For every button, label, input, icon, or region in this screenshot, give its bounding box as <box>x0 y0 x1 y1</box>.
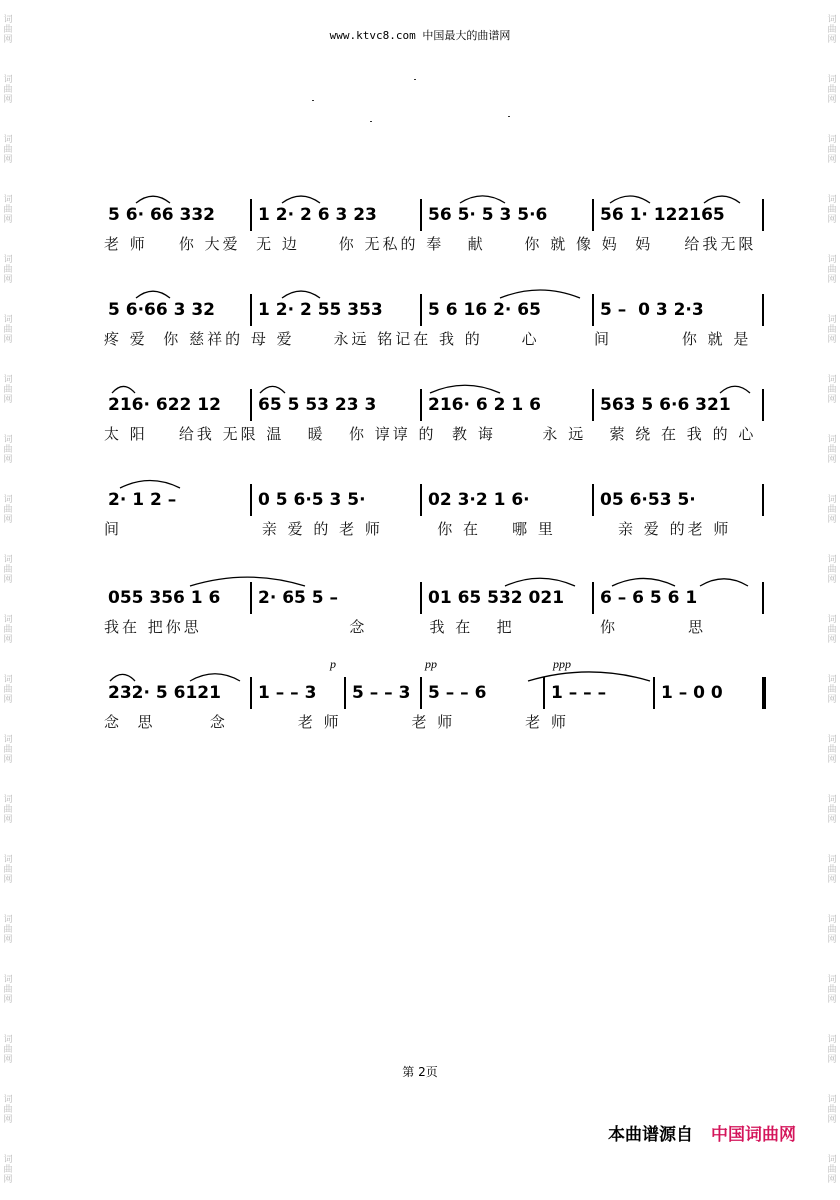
watermark-char: 词 <box>827 255 837 265</box>
watermark-char: 网 <box>827 395 837 405</box>
watermark-char: 网 <box>3 755 13 765</box>
slur <box>430 385 500 393</box>
watermark-char: 曲 <box>827 685 837 695</box>
watermark-char: 网 <box>827 515 837 525</box>
watermark-char: 曲 <box>827 325 837 335</box>
watermark-char: 曲 <box>827 85 837 95</box>
watermark-char: 曲 <box>3 385 13 395</box>
watermark-char: 词 <box>827 675 837 685</box>
slur <box>112 386 135 393</box>
slur <box>704 196 740 203</box>
watermark-char: 词 <box>827 195 837 205</box>
measure-notes: 055 356 1 6 <box>108 588 221 608</box>
lyrics-line: 我在 把你思 念 我 在 把 你 思 <box>104 618 706 636</box>
watermark-char: 词 <box>3 495 13 505</box>
watermark-char: 曲 <box>827 985 837 995</box>
slur <box>282 196 320 203</box>
watermark-cell <box>1 900 15 960</box>
watermark-cell <box>1 840 15 900</box>
watermark-char: 曲 <box>3 925 13 935</box>
watermark-cell <box>1 120 15 180</box>
watermark-char: 曲 <box>827 385 837 395</box>
measure-notes: 0 5 6·5 3 5· <box>258 490 366 510</box>
watermark-char: 词 <box>3 195 13 205</box>
page-number: 第 2页 <box>402 1065 438 1079</box>
slur <box>260 386 285 393</box>
watermark-char: 词 <box>3 135 13 145</box>
watermark-char: 曲 <box>827 805 837 815</box>
watermark-char: 曲 <box>827 745 837 755</box>
watermark-char: 曲 <box>827 445 837 455</box>
slur <box>282 291 320 298</box>
stray-dot <box>312 100 314 101</box>
watermark-char: 曲 <box>3 985 13 995</box>
watermark-char: 词 <box>3 435 13 445</box>
measure-notes: 216· 622 12 <box>108 395 221 415</box>
measure-notes: 1 – 0 0 <box>661 683 723 703</box>
watermark-char: 曲 <box>3 145 13 155</box>
watermark-char: 网 <box>3 575 13 585</box>
stray-dot <box>414 79 416 80</box>
watermark-char: 网 <box>827 275 837 285</box>
watermark-char: 曲 <box>3 565 13 575</box>
watermark-cell <box>825 1140 839 1200</box>
watermark-char: 网 <box>827 935 837 945</box>
watermark-char: 网 <box>3 815 13 825</box>
watermark-char: 词 <box>3 255 13 265</box>
watermark-char: 词 <box>827 735 837 745</box>
watermark-cell <box>825 840 839 900</box>
slur <box>610 196 650 203</box>
watermark-char: 曲 <box>827 925 837 935</box>
measure-notes: 216· 6 2 1 6 <box>428 395 541 415</box>
watermark-cell <box>825 60 839 120</box>
watermark-char: 词 <box>827 795 837 805</box>
watermark-cell <box>1 1080 15 1140</box>
watermark-char: 曲 <box>3 325 13 335</box>
watermark-char: 曲 <box>3 265 13 275</box>
watermark-char: 词 <box>3 915 13 925</box>
watermark-char: 曲 <box>827 1045 837 1055</box>
slur <box>120 481 180 489</box>
slur-layer <box>0 472 840 492</box>
measure-notes: 6 – 6 5 6 1 <box>600 588 698 608</box>
watermark-char: 网 <box>827 1055 837 1065</box>
measure-notes: 02 3·2 1 6· <box>428 490 530 510</box>
watermark-char: 网 <box>827 155 837 165</box>
watermark-char: 词 <box>3 75 13 85</box>
watermark-char: 曲 <box>827 565 837 575</box>
watermark-char: 曲 <box>3 25 13 35</box>
watermark-char: 词 <box>827 1095 837 1105</box>
slur-layer <box>0 187 840 207</box>
watermark-char: 网 <box>3 1115 13 1125</box>
watermark-char: 网 <box>827 35 837 45</box>
watermark-char: 曲 <box>827 625 837 635</box>
measure-notes: 56 5· 5 3 5·6 <box>428 205 548 225</box>
slur-layer <box>0 282 840 302</box>
watermark-char: 曲 <box>3 625 13 635</box>
watermark-char: 曲 <box>827 505 837 515</box>
watermark-char: 曲 <box>3 685 13 695</box>
watermark-char: 词 <box>827 555 837 565</box>
watermark-char: 网 <box>3 635 13 645</box>
watermark-char: 词 <box>827 615 837 625</box>
measure-notes: 65 5 53 23 3 <box>258 395 377 415</box>
watermark-char: 词 <box>3 855 13 865</box>
watermark-char: 网 <box>3 35 13 45</box>
watermark-char: 网 <box>3 155 13 165</box>
slur <box>500 290 580 298</box>
watermark-char: 词 <box>827 435 837 445</box>
watermark-char: 网 <box>3 935 13 945</box>
watermark-char: 词 <box>827 75 837 85</box>
watermark-char: 网 <box>827 455 837 465</box>
watermark-char: 曲 <box>3 1165 13 1175</box>
slur <box>700 579 748 586</box>
watermark-char: 网 <box>827 995 837 1005</box>
page-header-site: www.ktvc8.com 中国最大的曲谱网 <box>329 29 511 42</box>
watermark-char: 词 <box>827 375 837 385</box>
score-row <box>0 395 840 475</box>
slur <box>190 674 240 681</box>
source-footer <box>608 1120 796 1145</box>
measure-notes: 5 – – 6 <box>428 683 487 703</box>
watermark-char: 网 <box>827 575 837 585</box>
lyrics-line: 间 亲 爱 的 老 师 你 在 哪 里 亲 爱 的老 师 <box>104 520 732 538</box>
slur <box>612 578 675 586</box>
watermark-char: 网 <box>3 1175 13 1185</box>
score-row <box>0 657 840 763</box>
watermark-char: 曲 <box>3 205 13 215</box>
source-label: 本曲谱源自 <box>608 1125 693 1145</box>
watermark-cell <box>1 60 15 120</box>
brand-link[interactable]: 中国词曲网 <box>711 1125 796 1145</box>
watermark-char: 词 <box>3 1155 13 1165</box>
watermark-char: 曲 <box>3 445 13 455</box>
watermark-char: 网 <box>3 455 13 465</box>
measure-notes: 5 6·66 3 32 <box>108 300 216 320</box>
measure-notes: 2· 65 5 – <box>258 588 339 608</box>
watermark-char: 曲 <box>827 145 837 155</box>
watermark-char: 网 <box>3 515 13 525</box>
watermark-char: 曲 <box>827 1165 837 1175</box>
watermark-char: 曲 <box>3 505 13 515</box>
watermark-char: 网 <box>3 1055 13 1065</box>
watermark-char: 网 <box>3 395 13 405</box>
watermark-char: 词 <box>827 1155 837 1165</box>
dynamic-marking: ppp <box>553 657 571 671</box>
slur <box>505 578 575 586</box>
watermark-char: 词 <box>827 315 837 325</box>
watermark-char: 网 <box>827 95 837 105</box>
lyrics-line: 太 阳 给我 无限 温 暖 你 谆谆 的 教 诲 永 远 萦 绕 在 我 的 心 <box>104 425 757 443</box>
watermark-cell <box>1 780 15 840</box>
lyrics-line: 老 师 你 大爱 无 边 你 无私的 奉 献 你 就 像 妈 妈 给我无限 <box>104 235 757 253</box>
watermark-cell <box>825 960 839 1020</box>
watermark-char: 网 <box>827 695 837 705</box>
watermark-cell <box>825 900 839 960</box>
watermark-char: 曲 <box>827 205 837 215</box>
watermark-char: 曲 <box>3 85 13 95</box>
lyrics-line: 念 思 念 老 师 老 师 老 师 <box>104 713 569 731</box>
measure-notes: 1 – – 3 <box>258 683 317 703</box>
stray-dot <box>508 116 510 117</box>
watermark-char: 曲 <box>827 865 837 875</box>
watermark-char: 网 <box>827 335 837 345</box>
watermark-char: 网 <box>827 635 837 645</box>
watermark-char: 词 <box>3 615 13 625</box>
watermark-cell <box>825 1080 839 1140</box>
watermark-char: 曲 <box>3 1045 13 1055</box>
dynamic-marking: p <box>330 657 336 671</box>
watermark-char: 网 <box>3 695 13 705</box>
measure-notes: 05 6·53 5· <box>600 490 696 510</box>
score-row <box>0 588 840 668</box>
measure-notes: 2· 1 2 – <box>108 490 177 510</box>
watermark-char: 词 <box>827 15 837 25</box>
watermark-cell <box>1 960 15 1020</box>
watermark-char: 曲 <box>3 805 13 815</box>
watermark-char: 网 <box>3 875 13 885</box>
watermark-char: 曲 <box>3 1105 13 1115</box>
measure-notes: 5 – 0 3 2·3 <box>600 300 704 320</box>
slur-layer <box>0 665 840 685</box>
watermark-char: 词 <box>3 555 13 565</box>
watermark-char: 网 <box>3 335 13 345</box>
watermark-char: 曲 <box>3 865 13 875</box>
slur <box>110 674 135 681</box>
watermark-char: 词 <box>827 915 837 925</box>
score-row <box>0 300 840 380</box>
watermark-cell <box>825 120 839 180</box>
measure-notes: 1 2· 2 55 353 <box>258 300 383 320</box>
watermark-char: 词 <box>827 855 837 865</box>
measure-notes: 5 6 16 2· 65 <box>428 300 541 320</box>
score-row <box>0 490 840 570</box>
stray-dot <box>370 121 372 122</box>
slur <box>460 196 505 203</box>
score-row <box>0 205 840 285</box>
watermark-char: 网 <box>827 215 837 225</box>
slur <box>136 291 170 298</box>
slur-layer <box>0 570 840 590</box>
watermark-char: 词 <box>827 975 837 985</box>
watermark-char: 曲 <box>3 745 13 755</box>
watermark-char: 网 <box>3 95 13 105</box>
watermark-char: 曲 <box>827 265 837 275</box>
slur <box>720 386 750 393</box>
slur <box>136 196 170 203</box>
watermark-char: 词 <box>3 375 13 385</box>
watermark-char: 词 <box>3 975 13 985</box>
watermark-char: 词 <box>3 1035 13 1045</box>
measure-notes: 232· 5 6121 <box>108 683 221 703</box>
watermark-char: 词 <box>3 675 13 685</box>
watermark-char: 词 <box>827 495 837 505</box>
measure-notes: 1 – – – <box>551 683 607 703</box>
measure-notes: 5 6· 66 332 <box>108 205 216 225</box>
watermark-char: 词 <box>827 135 837 145</box>
watermark-char: 词 <box>3 795 13 805</box>
slur <box>190 577 305 586</box>
watermark-cell <box>1 1140 15 1200</box>
watermark-char: 词 <box>3 15 13 25</box>
watermark-char: 曲 <box>827 25 837 35</box>
measure-notes: 5 – – 3 <box>352 683 411 703</box>
slur <box>528 672 650 681</box>
measure-notes: 1 2· 2 6 3 23 <box>258 205 377 225</box>
measure-notes: 56 1· 122165 <box>600 205 725 225</box>
watermark-char: 曲 <box>827 1105 837 1115</box>
watermark-char: 网 <box>3 215 13 225</box>
watermark-char: 词 <box>3 1095 13 1105</box>
watermark-cell <box>825 780 839 840</box>
watermark-char: 网 <box>827 1115 837 1125</box>
watermark-char: 词 <box>827 1035 837 1045</box>
watermark-char: 网 <box>3 995 13 1005</box>
watermark-char: 词 <box>3 735 13 745</box>
watermark-char: 词 <box>3 315 13 325</box>
lyrics-line: 疼 爱 你 慈祥的 母 爱 永远 铭记在 我 的 心 间 你 就 是 <box>104 330 752 348</box>
measure-notes: 01 65 532 021 <box>428 588 565 608</box>
measure-notes: 563 5 6·6 321 <box>600 395 731 415</box>
watermark-char: 网 <box>827 1175 837 1185</box>
slur-layer <box>0 377 840 397</box>
dynamic-marking: pp <box>425 657 437 671</box>
watermark-char: 网 <box>3 275 13 285</box>
watermark-char: 网 <box>827 815 837 825</box>
watermark-char: 网 <box>827 755 837 765</box>
watermark-char: 网 <box>827 875 837 885</box>
